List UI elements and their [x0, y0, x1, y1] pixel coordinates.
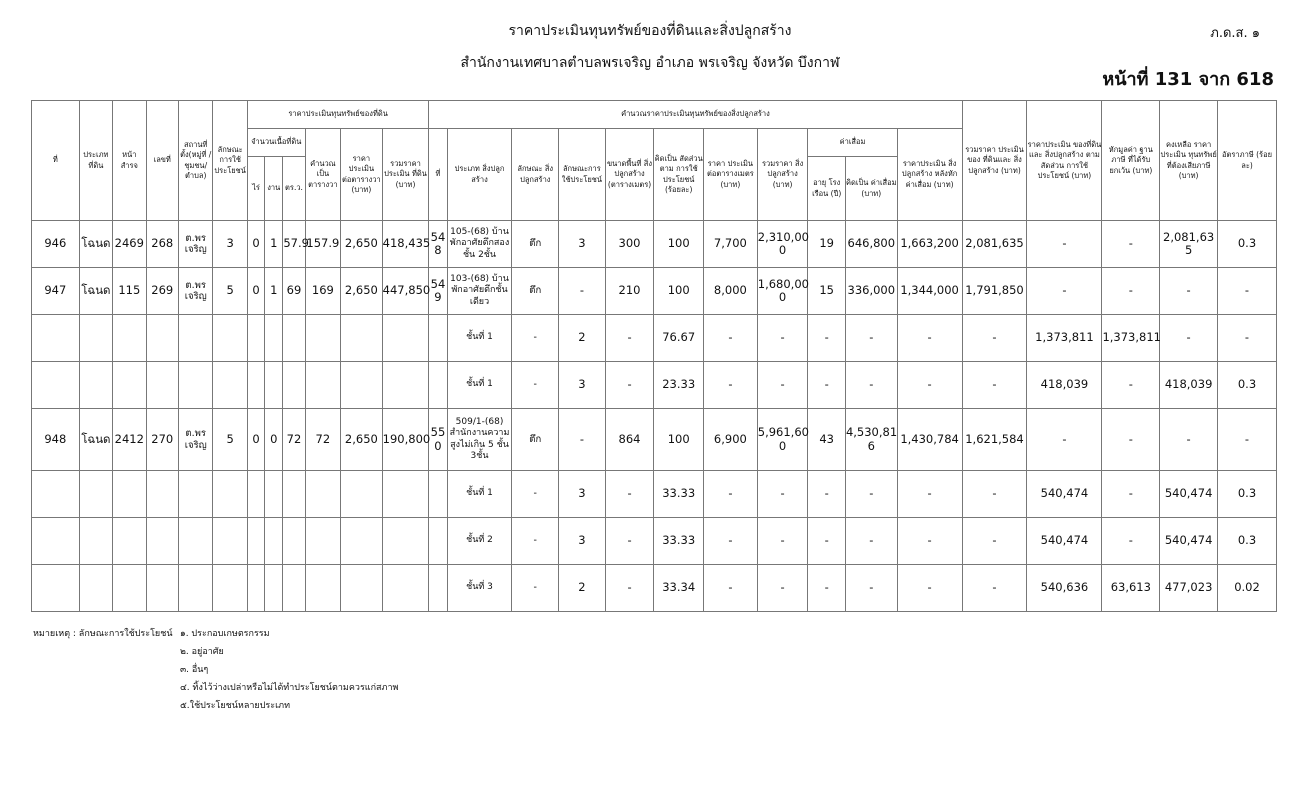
cell-no [32, 565, 80, 612]
cell-page-survey [113, 315, 146, 362]
cell-bld-char: ตึก [512, 409, 559, 471]
cell-usage [213, 471, 247, 518]
cell-price-per-wa: 2,650 [341, 221, 383, 268]
table-row [32, 471, 1277, 518]
cell-bld-after-depr: - [897, 362, 962, 409]
cell-number [146, 565, 178, 612]
cell-rai [247, 565, 264, 612]
cell-wa [283, 362, 305, 409]
cell-age: - [808, 565, 846, 612]
cell-page-survey [113, 471, 146, 518]
cell-ratio-value: 540,474 [1027, 518, 1102, 565]
cell-bld-area: - [605, 315, 654, 362]
cell-bld-area: - [605, 518, 654, 565]
cell-land-total: 190,800 [382, 409, 429, 471]
cell-ratio-value: - [1027, 268, 1102, 315]
cell-exemption: - [1102, 471, 1160, 518]
cell-location [178, 518, 212, 565]
col-header-depr-amount: คิดเป็น ค่าเสื่อม (บาท) [845, 157, 897, 221]
cell-tax-rate: - [1218, 409, 1277, 471]
cell-bld-usage: - [559, 268, 606, 315]
cell-bld-ratio: 33.34 [654, 565, 704, 612]
cell-bld-area: - [605, 362, 654, 409]
cell-page-survey [113, 565, 146, 612]
cell-price-per-sqm: 6,900 [704, 409, 758, 471]
cell-ratio-value: 540,474 [1027, 471, 1102, 518]
cell-bld-after-depr: - [897, 518, 962, 565]
cell-bld-area: 864 [605, 409, 654, 471]
cell-taxable: 2,081,63 5 [1160, 221, 1218, 268]
cell-no [32, 315, 80, 362]
table-row [32, 409, 1277, 471]
cell-taxable: 540,474 [1160, 471, 1218, 518]
cell-bld-no: 54 8 [429, 221, 447, 268]
col-header-ratio-value: ราคาประเมิน ของที่ดินและ สิ่งปลูกสร้าง ตามสัดส่วน การใช้ประโยชน์ (บาท) [1027, 101, 1102, 221]
cell-rai [247, 362, 264, 409]
cell-ratio-value: 540,636 [1027, 565, 1102, 612]
cell-no [32, 518, 80, 565]
col-header-area-calc: คำนวณ เป็น ตารางวา [305, 129, 340, 221]
cell-grand-total: - [962, 565, 1027, 612]
cell-land-type: โฉนด [79, 268, 112, 315]
cell-bld-after-depr: - [897, 315, 962, 362]
cell-bld-type: 105-(68) บ้านพักอาศัยตึกสองชั้น 2ชั้น [447, 221, 512, 268]
cell-land-total [382, 565, 429, 612]
notes [33, 625, 398, 715]
cell-bld-no [429, 362, 447, 409]
cell-price-per-sqm: - [704, 565, 758, 612]
col-header-usage: ลักษณะ การใช้ ประโยชน์ [213, 101, 247, 221]
col-header-bld-char: ลักษณะ สิ่งปลูกสร้าง [512, 129, 559, 221]
col-header-bld-total: รวมราคา สิ่งปลูกสร้าง (บาท) [757, 129, 808, 221]
cell-number: 269 [146, 268, 178, 315]
cell-bld-after-depr: 1,663,200 [897, 221, 962, 268]
cell-price-per-wa: 2,650 [341, 268, 383, 315]
cell-area-calc [305, 565, 340, 612]
cell-location: ต.พร เจริญ [178, 409, 212, 471]
cell-price-per-wa [341, 565, 383, 612]
col-header-wa: ตร.ว. [283, 157, 305, 221]
cell-bld-char: ตึก [512, 268, 559, 315]
cell-area-calc [305, 471, 340, 518]
cell-ngan [265, 565, 283, 612]
cell-area-calc: 169 [305, 268, 340, 315]
cell-bld-after-depr: - [897, 471, 962, 518]
cell-price-per-wa [341, 315, 383, 362]
cell-bld-usage: 2 [559, 315, 606, 362]
col-header-bld-area: ขนาดพื้นที่ สิ่งปลูกสร้าง (ตารางเมตร) [605, 129, 654, 221]
cell-no [32, 362, 80, 409]
cell-ngan [265, 315, 283, 362]
cell-wa [283, 471, 305, 518]
cell-age: 15 [808, 268, 846, 315]
cell-land-type: โฉนด [79, 221, 112, 268]
cell-depr-amount: - [845, 518, 897, 565]
cell-rai [247, 471, 264, 518]
cell-bld-total: - [757, 565, 808, 612]
note-item: ๓. อื่นๆ [180, 665, 209, 675]
cell-land-type [79, 565, 112, 612]
notes-label: หมายเหตุ : ลักษณะการใช้ประโยชน์ [33, 629, 173, 639]
cell-bld-after-depr: 1,430,784 [897, 409, 962, 471]
cell-bld-ratio: 100 [654, 409, 704, 471]
cell-bld-usage: 2 [559, 565, 606, 612]
cell-land-total [382, 315, 429, 362]
cell-age: - [808, 518, 846, 565]
cell-grand-total: 2,081,635 [962, 221, 1027, 268]
cell-land-total [382, 362, 429, 409]
col-header-age: อายุ โรงเรือน (ปี) [808, 157, 846, 221]
cell-age: - [808, 362, 846, 409]
cell-no: 947 [32, 268, 80, 315]
cell-location [178, 471, 212, 518]
cell-number [146, 362, 178, 409]
page-info: หน้าที่ 131 จาก 618 [1102, 69, 1274, 90]
note-item: ๔. ทิ้งไว้ว่างเปล่าหรือไม่ได้ทำประโยชน์ตามควรแก่สภาพ [180, 683, 399, 693]
cell-age: - [808, 315, 846, 362]
cell-bld-type: ชั้นที่ 1 [447, 471, 512, 518]
cell-land-total: 418,435 [382, 221, 429, 268]
cell-land-type: โฉนด [79, 409, 112, 471]
cell-bld-char: - [512, 362, 559, 409]
cell-taxable: 418,039 [1160, 362, 1218, 409]
cell-bld-char: - [512, 565, 559, 612]
cell-area-calc [305, 362, 340, 409]
cell-exemption: - [1102, 518, 1160, 565]
cell-page-survey: 115 [113, 268, 146, 315]
col-header-bld-usage: ลักษณะการ ใช้ประโยชน์ [559, 129, 606, 221]
cell-price-per-wa: 2,650 [341, 409, 383, 471]
col-header-rai: ไร่ [247, 157, 264, 221]
cell-bld-char: - [512, 518, 559, 565]
cell-bld-no [429, 518, 447, 565]
cell-age: 43 [808, 409, 846, 471]
cell-bld-char: ตึก [512, 221, 559, 268]
cell-bld-area: - [605, 471, 654, 518]
table-body [32, 221, 1277, 612]
cell-age: 19 [808, 221, 846, 268]
cell-exemption: 63,613 [1102, 565, 1160, 612]
cell-rai: 0 [247, 268, 264, 315]
cell-tax-rate: 0.3 [1218, 471, 1277, 518]
col-header-grand-total: รวมราคา ประเมินของ ที่ดินและ สิ่งปลูกสร้าง (บาท) [962, 101, 1027, 221]
col-header-location: สถานที่ ตั้ง(หมู่ที่ /ชุมชน/ ตำบล) [178, 101, 212, 221]
cell-taxable: - [1160, 409, 1218, 471]
cell-bld-after-depr: - [897, 565, 962, 612]
cell-wa: 72 [283, 409, 305, 471]
cell-no [32, 471, 80, 518]
cell-usage [213, 315, 247, 362]
col-header-bld-type: ประเภท สิ่งปลูกสร้าง [447, 129, 512, 221]
cell-usage: 5 [213, 409, 247, 471]
cell-price-per-sqm: 8,000 [704, 268, 758, 315]
cell-bld-usage: - [559, 409, 606, 471]
cell-number [146, 518, 178, 565]
cell-land-total [382, 518, 429, 565]
cell-bld-area: 210 [605, 268, 654, 315]
cell-location: ต.พร เจริญ [178, 221, 212, 268]
cell-bld-no [429, 471, 447, 518]
cell-depr-amount: 4,530,81 6 [845, 409, 897, 471]
cell-exemption: - [1102, 362, 1160, 409]
cell-wa [283, 518, 305, 565]
col-group-building: คำนวณราคาประเมินทุนทรัพย์ของสิ่งปลูกสร้าง [429, 101, 962, 129]
cell-price-per-wa [341, 362, 383, 409]
table-row [32, 518, 1277, 565]
cell-rai [247, 315, 264, 362]
col-group-depreciation: ค่าเสื่อม [808, 129, 897, 157]
cell-depr-amount: - [845, 362, 897, 409]
cell-taxable: - [1160, 315, 1218, 362]
cell-area-calc [305, 315, 340, 362]
cell-number: 270 [146, 409, 178, 471]
cell-bld-ratio: 100 [654, 221, 704, 268]
cell-usage [213, 362, 247, 409]
cell-taxable: 540,474 [1160, 518, 1218, 565]
cell-exemption: - [1102, 409, 1160, 471]
assessment-table [31, 100, 1277, 612]
cell-land-type [79, 315, 112, 362]
cell-depr-amount: - [845, 471, 897, 518]
cell-ngan [265, 362, 283, 409]
cell-tax-rate: 0.3 [1218, 518, 1277, 565]
cell-bld-total: - [757, 471, 808, 518]
cell-page-survey: 2412 [113, 409, 146, 471]
cell-grand-total: - [962, 471, 1027, 518]
cell-bld-type: 103-(68) บ้านพักอาศัยตึกชั้นเดียว [447, 268, 512, 315]
cell-number [146, 315, 178, 362]
cell-wa [283, 565, 305, 612]
cell-land-type [79, 518, 112, 565]
cell-land-type [79, 471, 112, 518]
cell-wa [283, 315, 305, 362]
cell-grand-total: 1,621,584 [962, 409, 1027, 471]
cell-taxable: - [1160, 268, 1218, 315]
cell-grand-total: 1,791,850 [962, 268, 1027, 315]
cell-ratio-value: 418,039 [1027, 362, 1102, 409]
cell-usage [213, 518, 247, 565]
cell-bld-ratio: 33.33 [654, 471, 704, 518]
cell-price-per-sqm: - [704, 471, 758, 518]
cell-grand-total: - [962, 315, 1027, 362]
cell-ngan: 1 [265, 221, 283, 268]
cell-tax-rate: 0.02 [1218, 565, 1277, 612]
cell-tax-rate: 0.3 [1218, 362, 1277, 409]
cell-usage: 3 [213, 221, 247, 268]
cell-price-per-sqm: - [704, 518, 758, 565]
col-header-ngan: งาน [265, 157, 283, 221]
col-header-price-per-wa: ราคา ประเมิน ต่อตารางวา (บาท) [341, 129, 383, 221]
cell-price-per-sqm: 7,700 [704, 221, 758, 268]
cell-bld-char: - [512, 315, 559, 362]
cell-depr-amount: 646,800 [845, 221, 897, 268]
cell-page-survey [113, 518, 146, 565]
cell-bld-char: - [512, 471, 559, 518]
cell-depr-amount: - [845, 565, 897, 612]
cell-bld-type: ชั้นที่ 1 [447, 315, 512, 362]
form-code: ภ.ด.ส. ๑ [1210, 26, 1260, 41]
cell-bld-area: - [605, 565, 654, 612]
col-group-area: จำนวนเนื้อที่ดิน [247, 129, 305, 157]
col-header-land-type: ประเภท ที่ดิน [79, 101, 112, 221]
cell-tax-rate: 0.3 [1218, 221, 1277, 268]
cell-area-calc: 157.9 [305, 221, 340, 268]
col-header-page-survey: หน้า สำรจ [113, 101, 146, 221]
col-group-land: ราคาประเมินทุนทรัพย์ของที่ดิน [247, 101, 428, 129]
col-header-taxable: คงเหลือ ราคาประเมิน ทุนทรัพย์ ที่ต้องเสียภาษี (บาท) [1160, 101, 1218, 221]
cell-grand-total: - [962, 518, 1027, 565]
cell-usage: 5 [213, 268, 247, 315]
cell-bld-usage: 3 [559, 471, 606, 518]
table-row [32, 268, 1277, 315]
note-item: ๑. ประกอบเกษตรกรรม [180, 629, 270, 639]
cell-bld-ratio: 76.67 [654, 315, 704, 362]
cell-tax-rate: - [1218, 268, 1277, 315]
note-item: ๒. อยู่อาศัย [180, 647, 224, 657]
cell-ngan [265, 471, 283, 518]
cell-taxable: 477,023 [1160, 565, 1218, 612]
table-row [32, 565, 1277, 612]
cell-land-total: 447,850 [382, 268, 429, 315]
cell-price-per-wa [341, 518, 383, 565]
cell-location [178, 315, 212, 362]
note-item: ๕.ใช้ประโยชน์หลายประเภท [180, 701, 291, 711]
cell-bld-area: 300 [605, 221, 654, 268]
cell-wa: 69 [283, 268, 305, 315]
cell-bld-no [429, 565, 447, 612]
cell-land-total [382, 471, 429, 518]
cell-bld-total: - [757, 362, 808, 409]
cell-wa: 57.9 [283, 221, 305, 268]
cell-exemption: 1,373,811 [1102, 315, 1160, 362]
cell-bld-after-depr: 1,344,000 [897, 268, 962, 315]
cell-grand-total: - [962, 362, 1027, 409]
cell-no: 948 [32, 409, 80, 471]
cell-price-per-wa [341, 471, 383, 518]
cell-bld-no: 55 0 [429, 409, 447, 471]
col-header-bld-ratio: คิดเป็น สัดส่วนตาม การใช้ ประโยชน์ (ร้อยละ) [654, 129, 704, 221]
cell-rai: 0 [247, 409, 264, 471]
cell-page-survey [113, 362, 146, 409]
cell-ratio-value: - [1027, 409, 1102, 471]
cell-depr-amount: - [845, 315, 897, 362]
col-header-bld-no: ที่ [429, 129, 447, 221]
cell-bld-usage: 3 [559, 221, 606, 268]
cell-location: ต.พร เจริญ [178, 268, 212, 315]
cell-bld-total: 1,680,00 0 [757, 268, 808, 315]
col-header-exemption: หักมูลค่า ฐานภาษี ที่ได้รับ ยกเว้น (บาท) [1102, 101, 1160, 221]
cell-bld-no [429, 315, 447, 362]
cell-bld-type: 509/1-(68) สำนักงานความสูงไม่เกิน 5 ชั้น 3ชั้น [447, 409, 512, 471]
cell-rai: 0 [247, 221, 264, 268]
col-header-no: ที่ [32, 101, 80, 221]
cell-rai [247, 518, 264, 565]
col-header-number: เลขที่ [146, 101, 178, 221]
table-row [32, 362, 1277, 409]
cell-bld-ratio: 100 [654, 268, 704, 315]
col-header-land-total: รวมราคา ประเมิน ที่ดิน (บาท) [382, 129, 429, 221]
cell-exemption: - [1102, 221, 1160, 268]
cell-bld-total: 5,961,60 0 [757, 409, 808, 471]
cell-bld-ratio: 33.33 [654, 518, 704, 565]
cell-land-type [79, 362, 112, 409]
table-row [32, 221, 1277, 268]
cell-bld-type: ชั้นที่ 1 [447, 362, 512, 409]
cell-usage [213, 565, 247, 612]
cell-ratio-value: 1,373,811 [1027, 315, 1102, 362]
cell-ngan: 1 [265, 268, 283, 315]
cell-ngan: 0 [265, 409, 283, 471]
cell-bld-usage: 3 [559, 362, 606, 409]
cell-exemption: - [1102, 268, 1160, 315]
cell-ngan [265, 518, 283, 565]
cell-bld-usage: 3 [559, 518, 606, 565]
cell-location [178, 362, 212, 409]
page-subtitle: สำนักงานเทศบาลตำบลพรเจริญ อำเภอ พรเจริญ จังหวัด บึงกาฬ [460, 55, 840, 71]
cell-bld-total: 2,310,00 0 [757, 221, 808, 268]
cell-area-calc: 72 [305, 409, 340, 471]
cell-number: 268 [146, 221, 178, 268]
col-header-price-per-sqm: ราคา ประเมิน ต่อตารางเมตร (บาท) [704, 129, 758, 221]
cell-no: 946 [32, 221, 80, 268]
col-header-bld-after-depr: ราคาประเมิน สิ่งปลูกสร้าง หลังหัก ค่าเสื่อม (บาท) [897, 129, 962, 221]
cell-bld-ratio: 23.33 [654, 362, 704, 409]
cell-bld-type: ชั้นที่ 2 [447, 518, 512, 565]
cell-bld-type: ชั้นที่ 3 [447, 565, 512, 612]
cell-location [178, 565, 212, 612]
cell-bld-total: - [757, 518, 808, 565]
page-title: ราคาประเมินทุนทรัพย์ของที่ดินและสิ่งปลูกสร้าง [508, 23, 792, 39]
cell-bld-total: - [757, 315, 808, 362]
cell-tax-rate: - [1218, 315, 1277, 362]
cell-number [146, 471, 178, 518]
cell-price-per-sqm: - [704, 315, 758, 362]
cell-price-per-sqm: - [704, 362, 758, 409]
cell-age: - [808, 471, 846, 518]
cell-bld-no: 54 9 [429, 268, 447, 315]
col-header-tax-rate: อัตราภาษี (ร้อยละ) [1218, 101, 1277, 221]
cell-page-survey: 2469 [113, 221, 146, 268]
cell-area-calc [305, 518, 340, 565]
cell-depr-amount: 336,000 [845, 268, 897, 315]
table-row [32, 315, 1277, 362]
cell-ratio-value: - [1027, 221, 1102, 268]
